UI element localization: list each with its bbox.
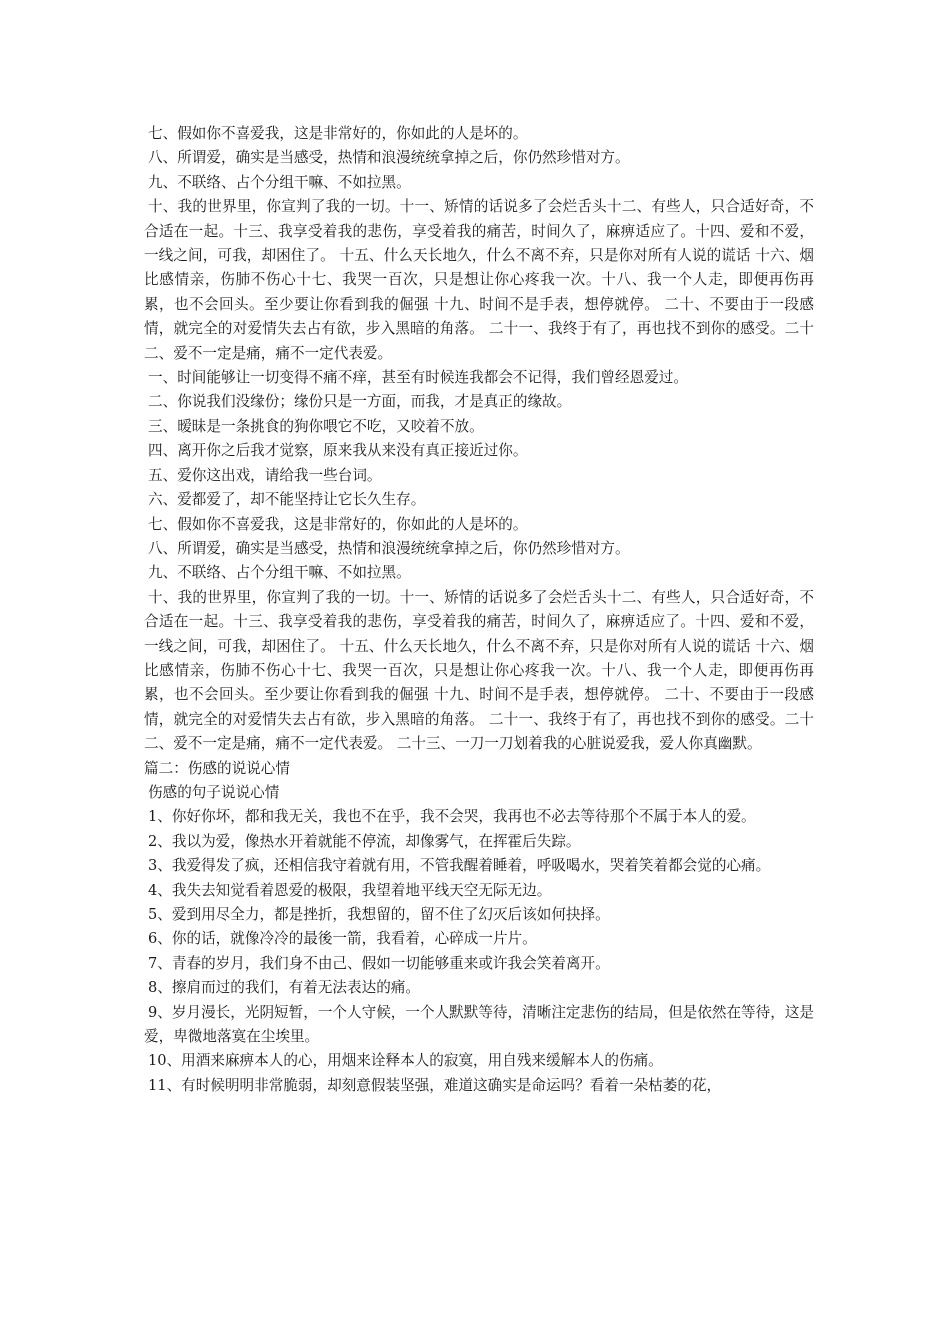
list-item: 5、爱到用尽全力，都是挫折，我想留的，留不住了幻灭后该如何抉择。: [148, 906, 610, 923]
section-subheading: 伤感的句子说说心情: [148, 783, 280, 801]
section-heading: 篇二：伤感的说说心情: [144, 759, 290, 777]
paragraph: 二、你说我们没缘份；缘份只是一方面，而我，才是真正的缘故。: [148, 393, 572, 411]
list-item: 9、岁月漫长，光阴短暂，一个人守候，一个人默默等待，清晰注定悲伤的结局，但是依然在等待，这是爱，卑微地落寞在尘埃里。: [144, 1003, 815, 1046]
paragraph: 十、我的世界里，你宣判了我的一切。十一、矫情的话说多了会烂舌头十二、有些人，只合适好奇，不合适在一起。十三、我享受着我的悲伤，享受着我的痛苦，时间久了，麻痹适应了。十四、爱和不爱，一线之间，可我，却困住了。 十五、什么天长地久，什么不离不弃，只是你对所有人说的谎话 十六、烟比感情亲，伤肺不伤心十七、我哭一百次，只是想让你心疼我一次。十八、我一个人走，即便再伤再累，也不会回头。至少要让你看到我的倔强 十九、时间不是手表，想停就停。 二十、不要由于一段感情，就完全的对爱情失去占有欲，步入黑暗的角落。 二十一、我终于有了，再也找不到你的感受。二十二、爱不一定是痛，痛不一定代表爱。: [144, 198, 814, 362]
list-item: 1、你好你坏，都和我无关，我也不在乎，我不会哭，我再也不必去等待那个不属于本人的爱。: [148, 808, 756, 826]
list-item: 6、你的话，就像冷冷的最後一箭，我看着，心碎成一片片。: [148, 930, 537, 948]
paragraph: 十、我的世界里，你宣判了我的一切。十一、矫情的话说多了会烂舌头十二、有些人，只合适好奇，不合适在一起。十三、我享受着我的悲伤，享受着我的痛苦，时间久了，麻痹适应了。十四、爱和不爱，一线之间，可我，却困住了。 十五、什么天长地久，什么不离不弃，只是你对所有人说的谎话 十六、烟比感情亲，伤肺不伤心十七、我哭一百次，只是想让你心疼我一次。十八、我一个人走，即便再伤再累，也不会回头。至少要让你看到我的倔强 十九、时间不是手表，想停就停。 二十、不要由于一段感情，就完全的对爱情失去占有欲，步入黑暗的角落。 二十一、我终于有了，再也找不到你的感受。二十二、爱不一定是痛，痛不一定代表爱。 二十三、一刀一刀划着我的心脏说爱我，爱人你真幽默。: [144, 588, 814, 753]
list-item: 2、我以为爱，像热水开着就能不停流，却像雾气，在挥霍后失踪。: [148, 832, 581, 850]
list-item: 11、有时候明明非常脆弱，却刻意假装坚强，难道这确实是命运吗？看着一朵枯萎的花，: [148, 1076, 722, 1094]
list-item: 10、用酒来麻痹本人的心，用烟来诠释本人的寂寞，用自残来缓解本人的伤痛。: [148, 1052, 663, 1070]
list-item: 8、擦肩而过的我们，有着无法表达的痛。: [148, 979, 420, 997]
paragraph: 三、暧昧是一条挑食的狗你喂它不吃，又咬着不放。: [148, 417, 484, 435]
paragraph: 八、所谓爱，确实是当感受，热情和浪漫统统拿掉之后，你仍然珍惜对方。: [148, 149, 630, 167]
paragraph: 一、时间能够让一切变得不痛不痒，甚至有时候连我都会不记得，我们曾经恩爱过。: [148, 369, 688, 387]
paragraph: 七、假如你不喜爱我，这是非常好的，你如此的人是坏的。: [148, 125, 528, 142]
paragraph: 八、所谓爱，确实是当感受，热情和浪漫统统拿掉之后，你仍然珍惜对方。: [148, 539, 630, 557]
paragraph: 七、假如你不喜爱我，这是非常好的，你如此的人是坏的。: [148, 515, 528, 533]
paragraph: 六、爱都爱了，却不能坚持让它长久生存。: [148, 491, 426, 509]
paragraph: 九、不联络、占个分组干嘛、不如拉黑。: [148, 564, 411, 582]
list-item: 7、青春的岁月，我们身不由己、假如一切能够重来或许我会笑着离开。: [148, 954, 610, 972]
list-item: 3、我爱得发了疯，还相信我守着就有用，不管我醒着睡着，呼吸喝水，哭着笑着都会觉的心痛。: [148, 857, 771, 875]
paragraph: 九、不联络、占个分组干嘛、不如拉黑。: [148, 173, 411, 191]
paragraph: 四、离开你之后我才觉察，原来我从来没有真正接近过你。: [148, 442, 528, 460]
document-body: [144, 122, 814, 1098]
paragraph: 五、爱你这出戏，请给我一些台词。: [148, 466, 382, 484]
list-item: 4、我失去知觉看着恩爱的极限，我望着地平线天空无际无边。: [148, 881, 552, 899]
